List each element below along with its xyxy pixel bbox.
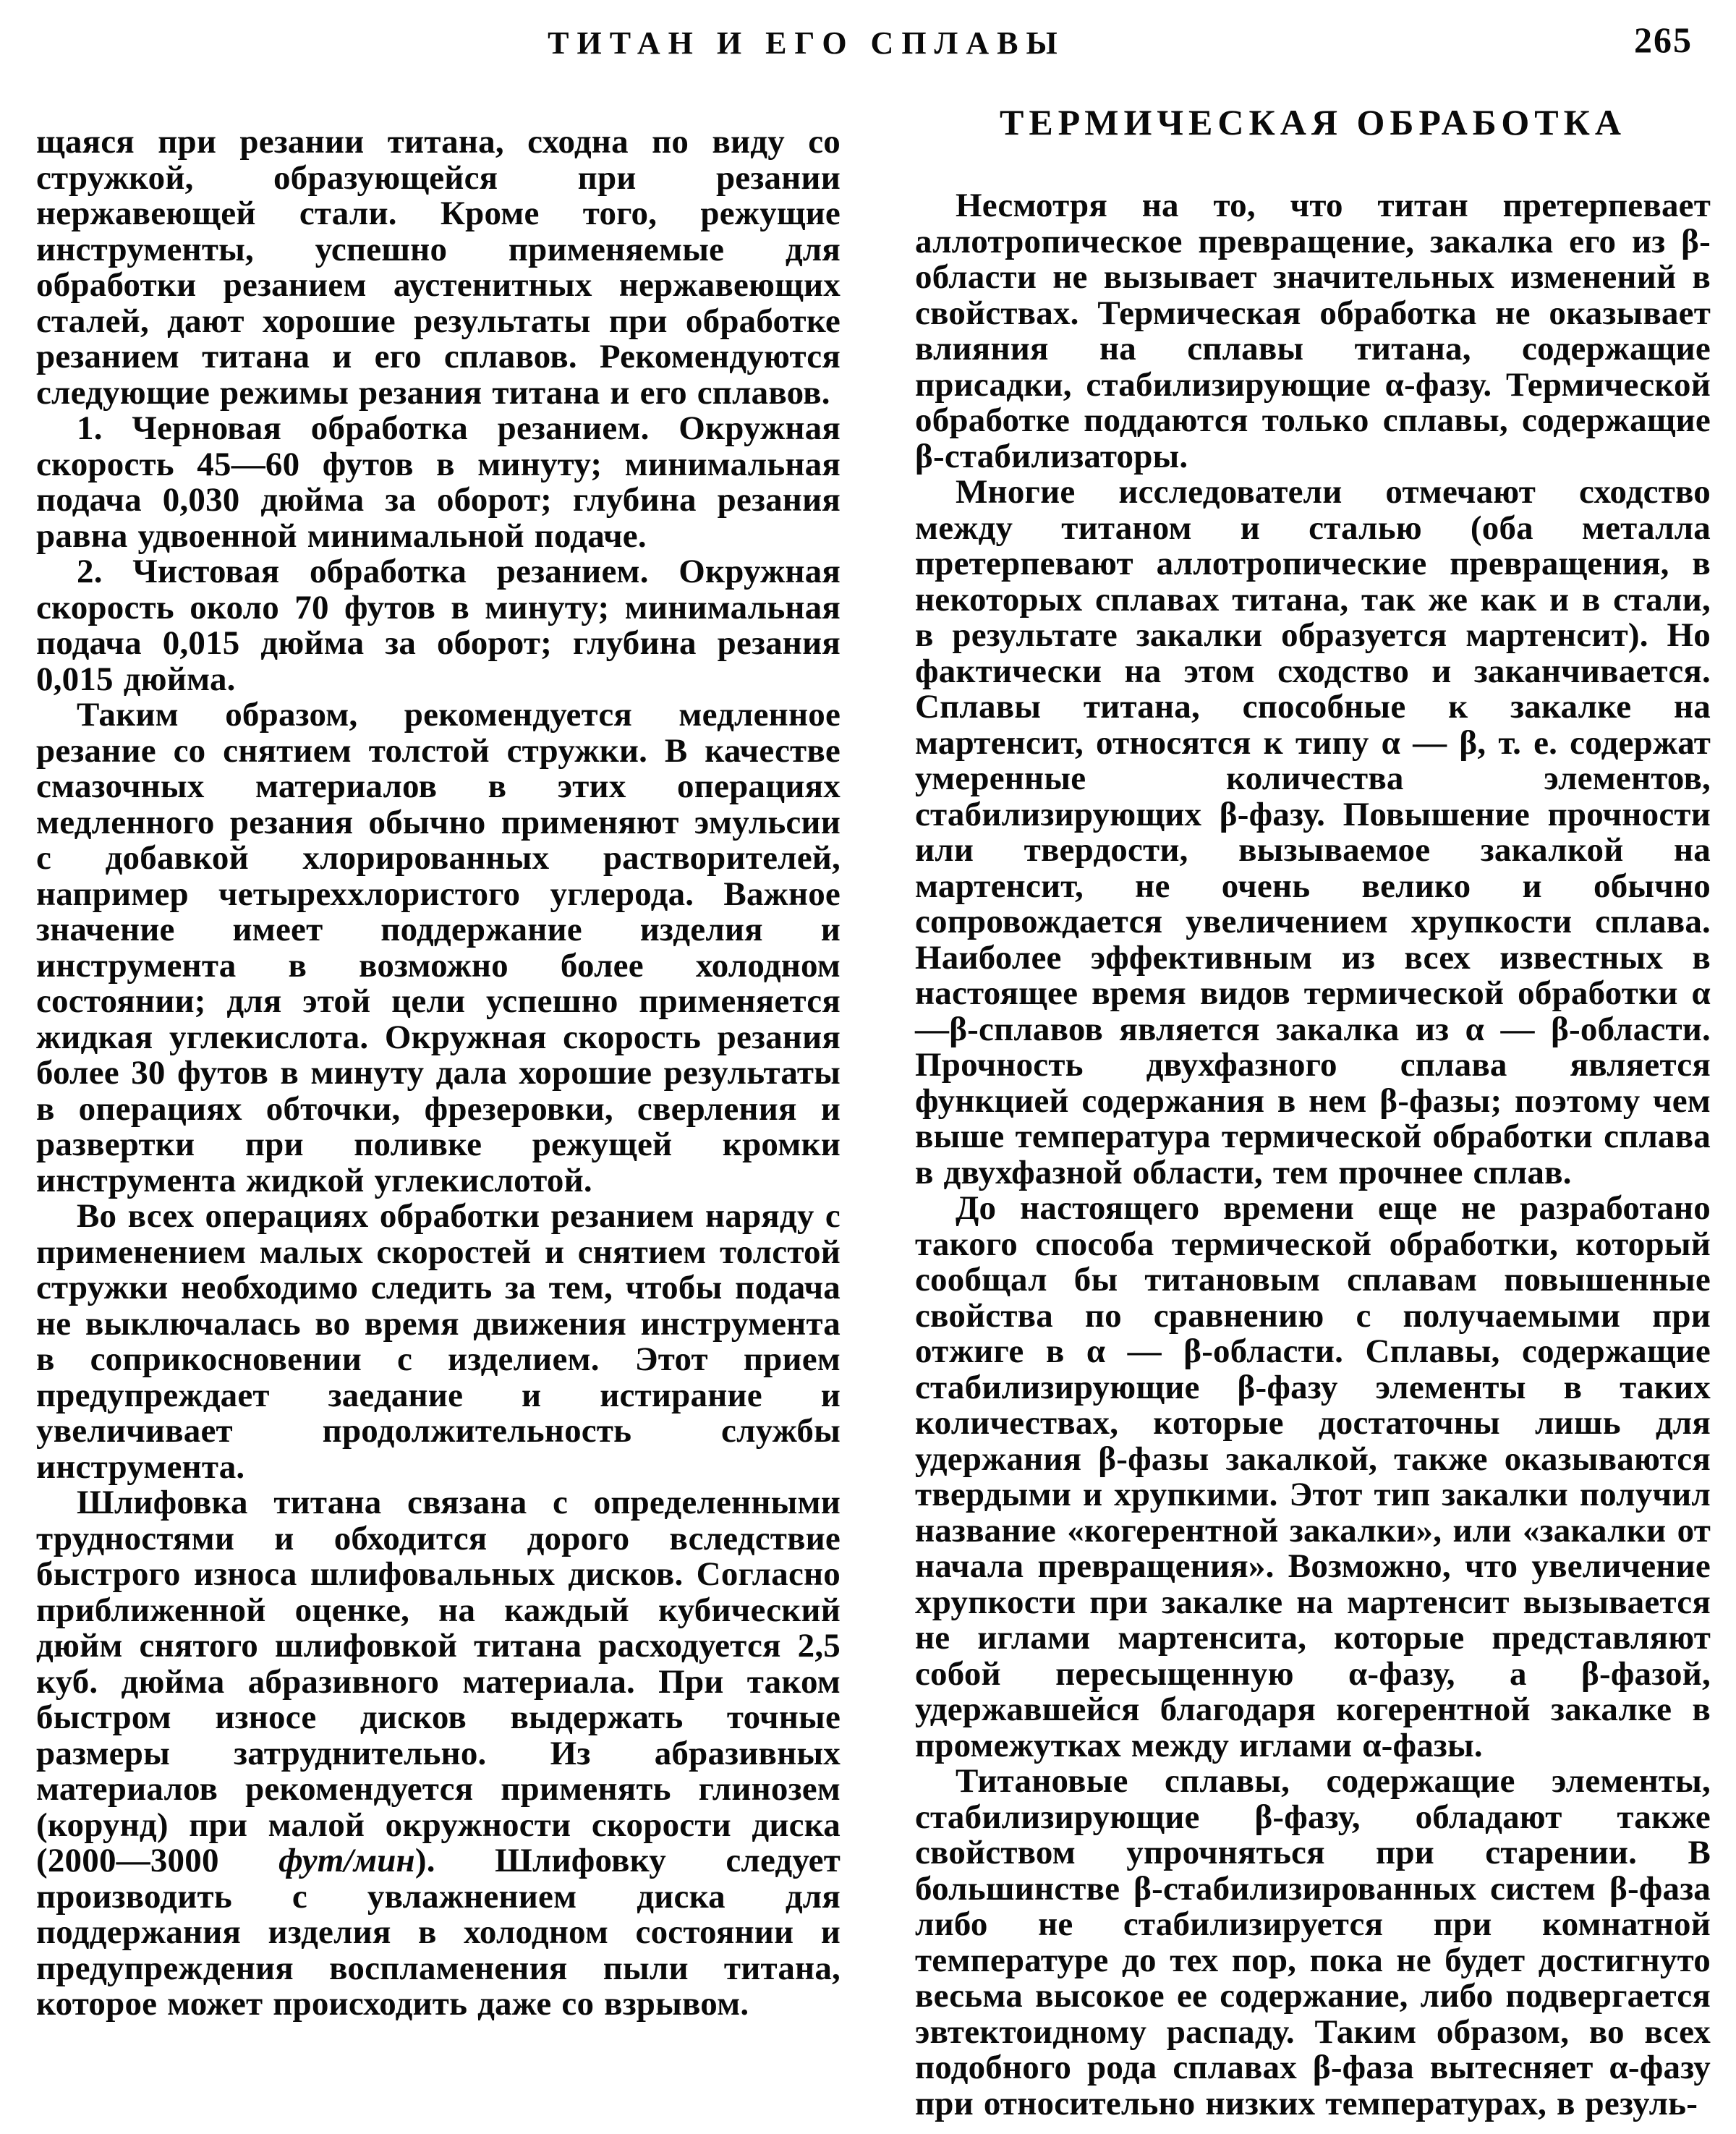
paragraph: Во всех операциях обработки резанием наряду с применением малых скоростей и снятием толстой стружки необходимо следить за тем, чтобы подача не выключалась во время движения инструмента в соприкосновении с изделием. Этот прием предупреждает заедание и истирание и увеличивает продолжительность службы инструмента.	[36, 1197, 841, 1486]
unit-italic: фут/мин	[278, 1842, 415, 1879]
paragraph	[36, 1485, 841, 2023]
section-heading: ТЕРМИЧЕСКАЯ ОБРАБОТКА	[999, 102, 1627, 143]
paragraph-text: ). Шлифовку следует производить с увлажнением диска для поддержания изделия в холодном состоянии и предупреждения воспламенения пыли титана, которое может происходить даже со взрывом.	[36, 1842, 841, 2023]
text-columns	[36, 101, 1711, 2122]
paragraph: Многие исследователи отмечают сходство между титаном и сталью (оба металла претерпевают аллотропические превращения, в некоторых сплавах титана, так же как и в стали, в результате закалки образуется мартенсит). Но фактически на этом сходство и заканчивается. Сплавы титана, способные к закалке на мартенсит, относятся к типу α — β, т. е. содержат умеренные количества элементов, стабилизирующих β-фазу. Повышение прочности или твердости, вызываемое закалкой на мартенсит, не очень велико и обычно сопровождается увеличением хрупкости сплава. Наиболее эффективным из всех известных в настоящее время видов термической обработки α—β-сплавов является закалка из α — β-области. Прочность двухфазного сплава является функцией содержания в нем β-фазы; поэтому чем выше температура термической обработки сплава в двухфазной области, тем прочнее сплав.	[915, 473, 1711, 1191]
paragraph: Несмотря на то, что титан претерпевает аллотропическое превращение, закалка его из β-области не вызывает значительных изменений в свойствах. Термическая обработка не оказывает влияния на сплавы титана, содержащие присадки, стабилизирующие α-фазу. Термической обработке поддаются только сплавы, содержащие β-стабилизаторы.	[915, 187, 1711, 475]
paragraph: 2. Чистовая обработка резанием. Окружная скорость около 70 футов в минуту; минимальная подача 0,015 дюйма за оборот; глубина резания 0,015 дюйма.	[36, 553, 841, 698]
left-column	[36, 124, 841, 2122]
column-gutter	[841, 101, 915, 2122]
running-head: ТИТАН И ЕГО СПЛАВЫ	[548, 25, 1065, 61]
right-column	[915, 101, 1711, 2122]
page-header	[36, 19, 1711, 69]
paragraph: щаяся при резании титана, сходна по виду со стружкой, образующейся при резании нержавеющей стали. Кроме того, режущие инструменты, успешно применяемые для обработки резанием аустенитных нержавеющих сталей, дают хорошие результаты при обработке резанием титана и его сплавов. Рекомендуются следующие режимы резания титана и его сплавов.	[36, 123, 841, 412]
paragraph: 1. Черновая обработка резанием. Окружная скорость 45—60 футов в минуту; минимальная подача 0,030 дюйма за оборот; глубина резания равна удвоенной минимальной подаче.	[36, 409, 841, 555]
paragraph: До настоящего времени еще не разработано такого способа термической обработки, который сообщал бы титановым сплавам повышенные свойства по сравнению с получаемыми при отжиге в α — β-области. Сплавы, содержащие стабилизирующие β-фазу элементы в таких количествах, которые достаточны лишь для удержания β-фазы закалкой, также оказываются твердыми и хрупкими. Этот тип закалки получил название «когерентной закалки», или «закалки от начала превращения». Возможно, что увеличение хрупкости при закалке на мартенсит вызывается не иглами мартенсита, которые представляют собой пересыщенную α-фазу, а β-фазой, удержавшейся благодаря когерентной закалке в промежутках между иглами α-фазы.	[915, 1189, 1711, 1764]
paragraph-text: Шлифовка титана связана с определенными трудностями и обходится дорого вследствие быстрого износа шлифовальных дисков. Согласно приближенной оценке, на каждый кубический дюйм снятого шлифовкой титана расходуется 2,5 куб. дюйма абразивного материала. При таком быстром износе дисков выдержать точные размеры затруднительно. Из абразивных материалов рекомендуется применять глинозем (корунд) при малой окружности скорости диска (2000—3000	[36, 1484, 841, 1879]
page-number: 265	[1634, 20, 1693, 60]
paragraph: Таким образом, рекомендуется медленное резание со снятием толстой стружки. В качестве смазочных материалов в этих операциях медленного резания обычно применяют эмульсии с добавкой хлорированных растворителей, например четыреххлористого углерода. Важное значение имеет поддержание изделия и инструмента в возможно более холодном состоянии; для этой цели успешно применяется жидкая углекислота. Окружная скорость резания более 30 футов в минуту дала хорошие результаты в операциях обточки, фрезеровки, сверления и развертки при поливке режущей кромки инструмента жидкой углекислотой.	[36, 696, 841, 1199]
paragraph: Титановые сплавы, содержащие элементы, стабилизирующие β-фазу, обладают также свойством упрочняться при старении. В большинстве β-стабилизированных систем β-фаза либо не стабилизируется при комнатной температуре до тех пор, пока не будет достигнуто весьма высокое ее содержание, либо подвергается эвтектоидному распаду. Таким образом, во всех подобного рода сплавах β-фаза вытесняет α-фазу при относительно низких температурах, в резуль-	[915, 1762, 1711, 2122]
